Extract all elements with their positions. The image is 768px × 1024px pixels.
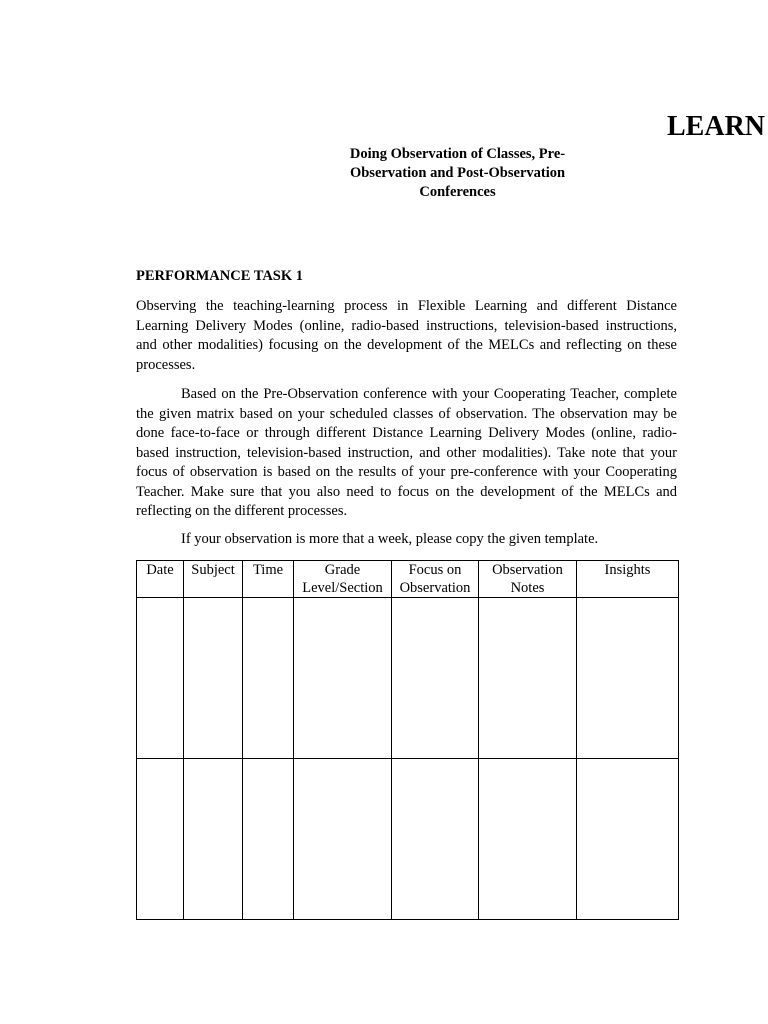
table-cell-time <box>243 759 294 920</box>
table-cell-focus-on-observation <box>392 759 479 920</box>
section-header-learn: LEARN <box>667 111 766 142</box>
table-cell-observation-notes <box>479 598 577 759</box>
table-header-row <box>137 561 679 598</box>
task-description-paragraph: Observing the teaching-learning process in Flexible Learning and different Distance Learning Delivery Modes (online, radio-based instructions, television-based instructions, and other modalities) focusing on the development of the MELCs and reflecting on these processes. <box>136 298 677 373</box>
table-cell-date <box>137 598 184 759</box>
table-cell-observation-notes <box>479 759 577 920</box>
table-cell-focus-on-observation <box>392 598 479 759</box>
column-header-grade-level-section: Grade Level/Section <box>294 561 392 598</box>
instructions-paragraph: Based on the Pre-Observation conference with your Cooperating Teacher, complete the given matrix based on your scheduled classes of observation. The observation may be done face-to-face or through different Distance Learning Delivery Modes (online, radio-based instruction, television-based instruction, and other modalities). Take note that your focus of observation is based on the results of your pre-conference with your Cooperating Teacher. Make sure that you also need to focus on the development of the MELCs and reflecting on the different processes. <box>136 386 677 519</box>
table-cell-date <box>137 759 184 920</box>
table-cell-time <box>243 598 294 759</box>
task-heading: PERFORMANCE TASK 1 <box>136 268 304 284</box>
column-header-focus-on-observation: Focus on Observation <box>392 561 479 598</box>
template-note-paragraph: If your observation is more that a week, please copy the given template. <box>181 531 599 547</box>
document-title: Doing Observation of Classes, Pre-Observation and Post-Observation Conferences <box>349 146 566 200</box>
table-row <box>137 598 679 759</box>
column-header-date: Date <box>137 561 184 598</box>
column-header-insights: Insights <box>577 561 679 598</box>
column-header-time: Time <box>243 561 294 598</box>
table-cell-subject <box>184 759 243 920</box>
table-cell-insights <box>577 759 679 920</box>
table-cell-insights <box>577 598 679 759</box>
column-header-observation-notes: Observation Notes <box>479 561 577 598</box>
table-cell-grade-level-section <box>294 598 392 759</box>
observation-matrix-table <box>136 560 679 920</box>
column-header-subject: Subject <box>184 561 243 598</box>
table-row <box>137 759 679 920</box>
table-cell-grade-level-section <box>294 759 392 920</box>
table-cell-subject <box>184 598 243 759</box>
